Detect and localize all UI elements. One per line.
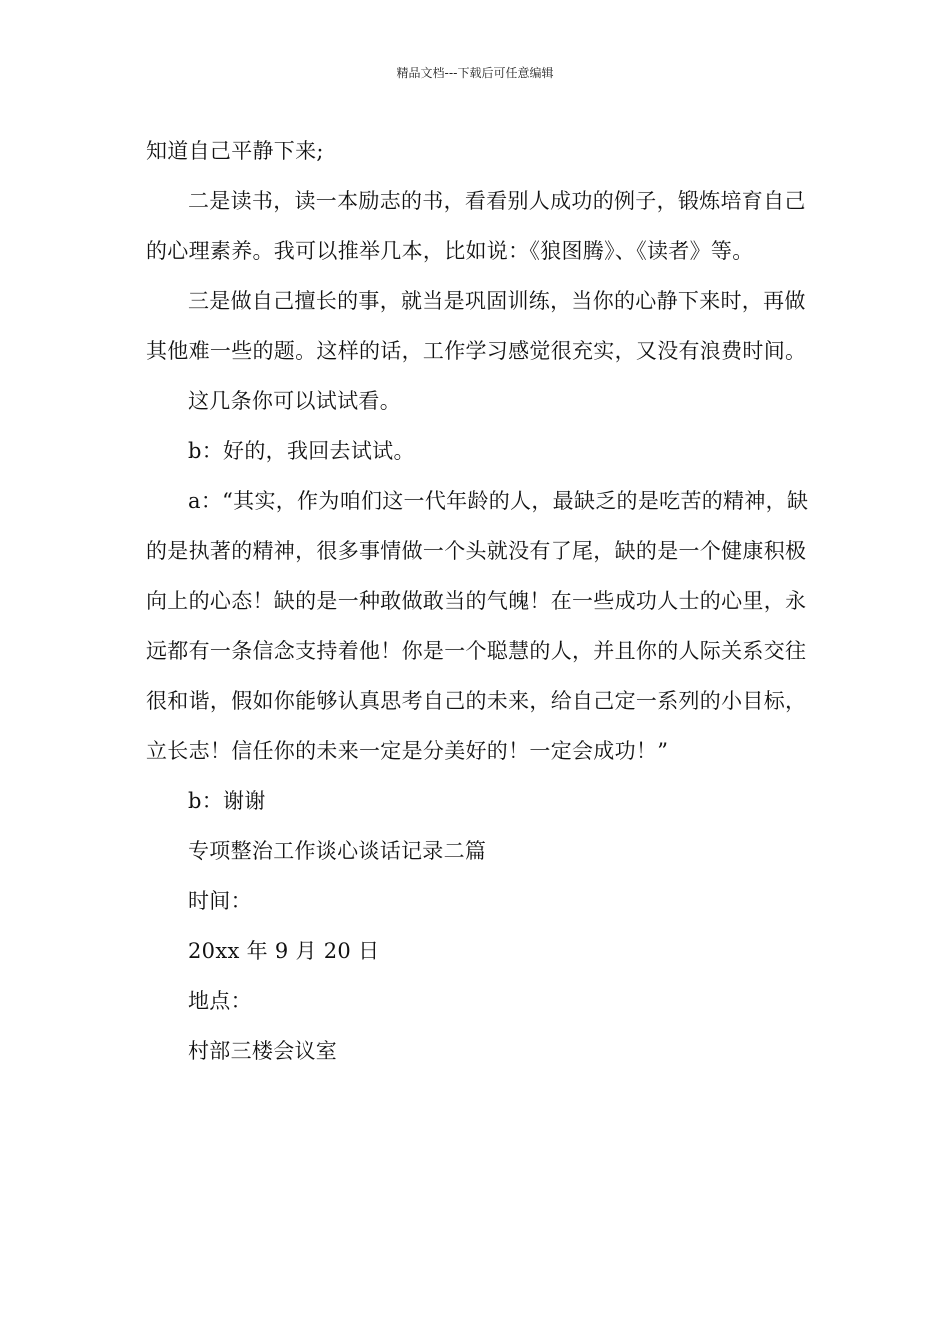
paragraph-6: a：“其实，作为咱们这一代年龄的人，最缺乏的是吃苦的精神，缺的是执著的精神，很多事情做一个头就没有了尾，缺的是一个健康积极向上的心态！缺的是一种敢做敢当的气魄！在一些成功人士的心里，永远都有一条信念支持着他！你是一个聪慧的人，并且你的人际关系交往很和谐，假如你能够认真思考自己的未来，给自己定一系列的小目标，立长志！信任你的未来一定是分美好的！一定会成功！” [146,489,809,763]
paragraph-3: 三是做自己擅长的事，就当是巩固训练，当你的心静下来时，再做其他难一些的题。这样的话，工作学习感觉很充实，又没有浪费时间。 [146,289,807,363]
section-title: 专项整治工作谈心谈话记录二篇 [188,839,487,863]
paragraph-2: 二是读书，读一本励志的书，看看别人成功的例子，锻炼培育自己的心理素养。我可以推举几本，比如说：《狼图腾》、《读者》等。 [146,189,806,263]
time-label: 时间： [188,889,252,913]
location-value: 村部三楼会议室 [188,1039,338,1063]
paragraph-7: b：谢谢 [188,789,266,813]
paragraph-4: 这几条你可以试试看。 [188,389,401,413]
location-label: 地点： [188,989,252,1013]
paragraph-1: 知道自己平静下来; [146,139,324,163]
paragraph-5: b：好的，我回去试试。 [188,439,415,463]
page-header: 精品文档---下载后可任意编辑 [396,66,554,80]
time-value: 20xx 年 9 月 20 日 [188,939,380,963]
document-body [146,126,816,1076]
